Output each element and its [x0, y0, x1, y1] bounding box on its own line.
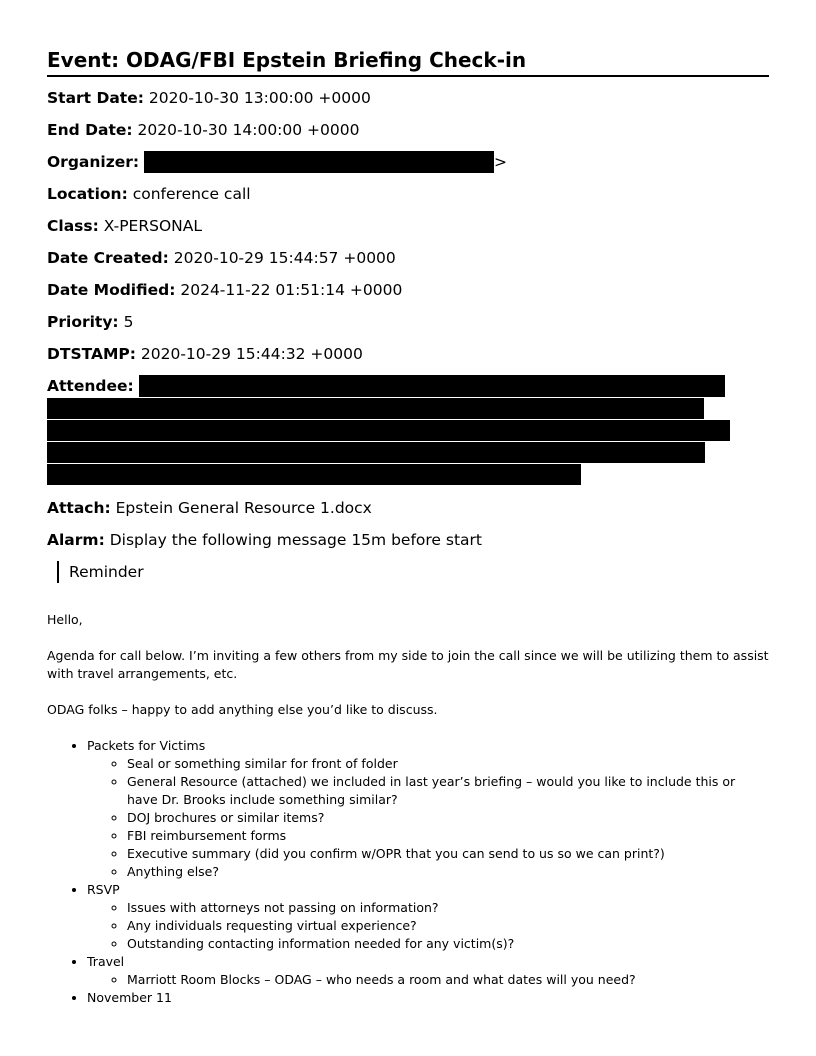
alarm-value: Display the following message 15m before start: [109, 531, 482, 549]
dtstamp-value: 2020-10-29 15:44:32 +0000: [140, 345, 363, 363]
start-date-label: Start Date:: [47, 89, 144, 107]
attach-value[interactable]: Epstein General Resource 1.docx: [115, 499, 372, 517]
agenda-item: [87, 953, 769, 989]
agenda-subitem: ◦ Any individuals requesting virtual experience?: [127, 917, 769, 935]
agenda-subitem: ◦ Issues with attorneys not passing on information?: [127, 899, 769, 917]
end-date-field: [47, 119, 769, 141]
agenda-item-title: RSVP: [87, 882, 120, 897]
end-date-value: 2020-10-30 14:00:00 +0000: [137, 121, 360, 139]
attendee-redaction: [47, 464, 581, 485]
location-field: [47, 183, 769, 205]
attendee-field: [47, 375, 769, 485]
event-title: [47, 46, 769, 77]
start-date-value: 2020-10-30 13:00:00 +0000: [148, 89, 371, 107]
event-document: [47, 46, 769, 1007]
agenda-subitem: ◦ General Resource (attached) we included in last year’s briefing – would you like to include this or have Dr. Brooks include something similar?: [127, 773, 769, 809]
attendee-redaction: [139, 375, 725, 397]
attach-field: [47, 497, 769, 519]
attach-label: Attach:: [47, 499, 111, 517]
alarm-field: [47, 529, 769, 551]
agenda-item: [87, 989, 769, 1007]
agenda-subitem: ◦ Anything else?: [127, 863, 769, 881]
location-value: conference call: [132, 185, 251, 203]
class-field: [47, 215, 769, 237]
event-title-text: ODAG/FBI Epstein Briefing Check-in: [126, 48, 527, 72]
date-created-field: [47, 247, 769, 269]
agenda-item-title: Travel: [87, 954, 125, 969]
dtstamp-label: DTSTAMP:: [47, 345, 136, 363]
event-description: [47, 611, 769, 1007]
priority-label: Priority:: [47, 313, 119, 331]
attendee-redaction: [47, 398, 704, 419]
agenda-item: [87, 737, 769, 881]
agenda-subitem: ◦ FBI reimbursement forms: [127, 827, 769, 845]
organizer-field: [47, 151, 769, 173]
date-modified-field: [47, 279, 769, 301]
alarm-label: Alarm:: [47, 531, 105, 549]
date-created-value: 2020-10-29 15:44:57 +0000: [173, 249, 396, 267]
start-date-field: [47, 87, 769, 109]
odag-note: ODAG folks – happy to add anything else you’d like to discuss.: [47, 702, 438, 717]
event-label: Event:: [47, 48, 120, 72]
agenda-item-title: November 11: [87, 990, 172, 1005]
date-modified-label: Date Modified:: [47, 281, 176, 299]
agenda-subitem: ◦ DOJ brochures or similar items?: [127, 809, 769, 827]
date-modified-value: 2024-11-22 01:51:14 +0000: [180, 281, 403, 299]
organizer-suffix: >: [494, 153, 508, 171]
organizer-redaction: [144, 151, 494, 173]
agenda-subitem: ◦ Executive summary (did you confirm w/OPR that you can send to us so we can print?): [127, 845, 769, 863]
agenda-item-title: Packets for Victims: [87, 738, 206, 753]
greeting: Hello,: [47, 612, 83, 627]
agenda-subitem: ◦ Outstanding contacting information needed for any victim(s)?: [127, 935, 769, 953]
dtstamp-field: [47, 343, 769, 365]
attendee-redaction: [47, 442, 705, 463]
attendee-redaction: [47, 420, 730, 441]
intro-paragraph: Agenda for call below. I’m inviting a few others from my side to join the call since we will be utilizing them to assist with travel arrangements, etc.: [47, 648, 769, 681]
organizer-label: Organizer:: [47, 153, 140, 171]
date-created-label: Date Created:: [47, 249, 169, 267]
agenda-sublist: [87, 971, 769, 989]
class-label: Class:: [47, 217, 99, 235]
agenda-subitem: ◦ Marriott Room Blocks – ODAG – who needs a room and what dates will you need?: [127, 971, 769, 989]
class-value: X-PERSONAL: [103, 217, 202, 235]
priority-field: [47, 311, 769, 333]
location-label: Location:: [47, 185, 128, 203]
reminder-quote: Reminder: [57, 561, 769, 583]
attendee-label: Attendee:: [47, 377, 134, 395]
agenda-sublist: [87, 899, 769, 953]
priority-value: 5: [123, 313, 134, 331]
agenda-sublist: [87, 755, 769, 881]
agenda-subitem: ◦ Seal or something similar for front of folder: [127, 755, 769, 773]
event-fields: [47, 87, 769, 551]
agenda-list: [47, 737, 769, 1007]
agenda-item: [87, 881, 769, 953]
end-date-label: End Date:: [47, 121, 133, 139]
